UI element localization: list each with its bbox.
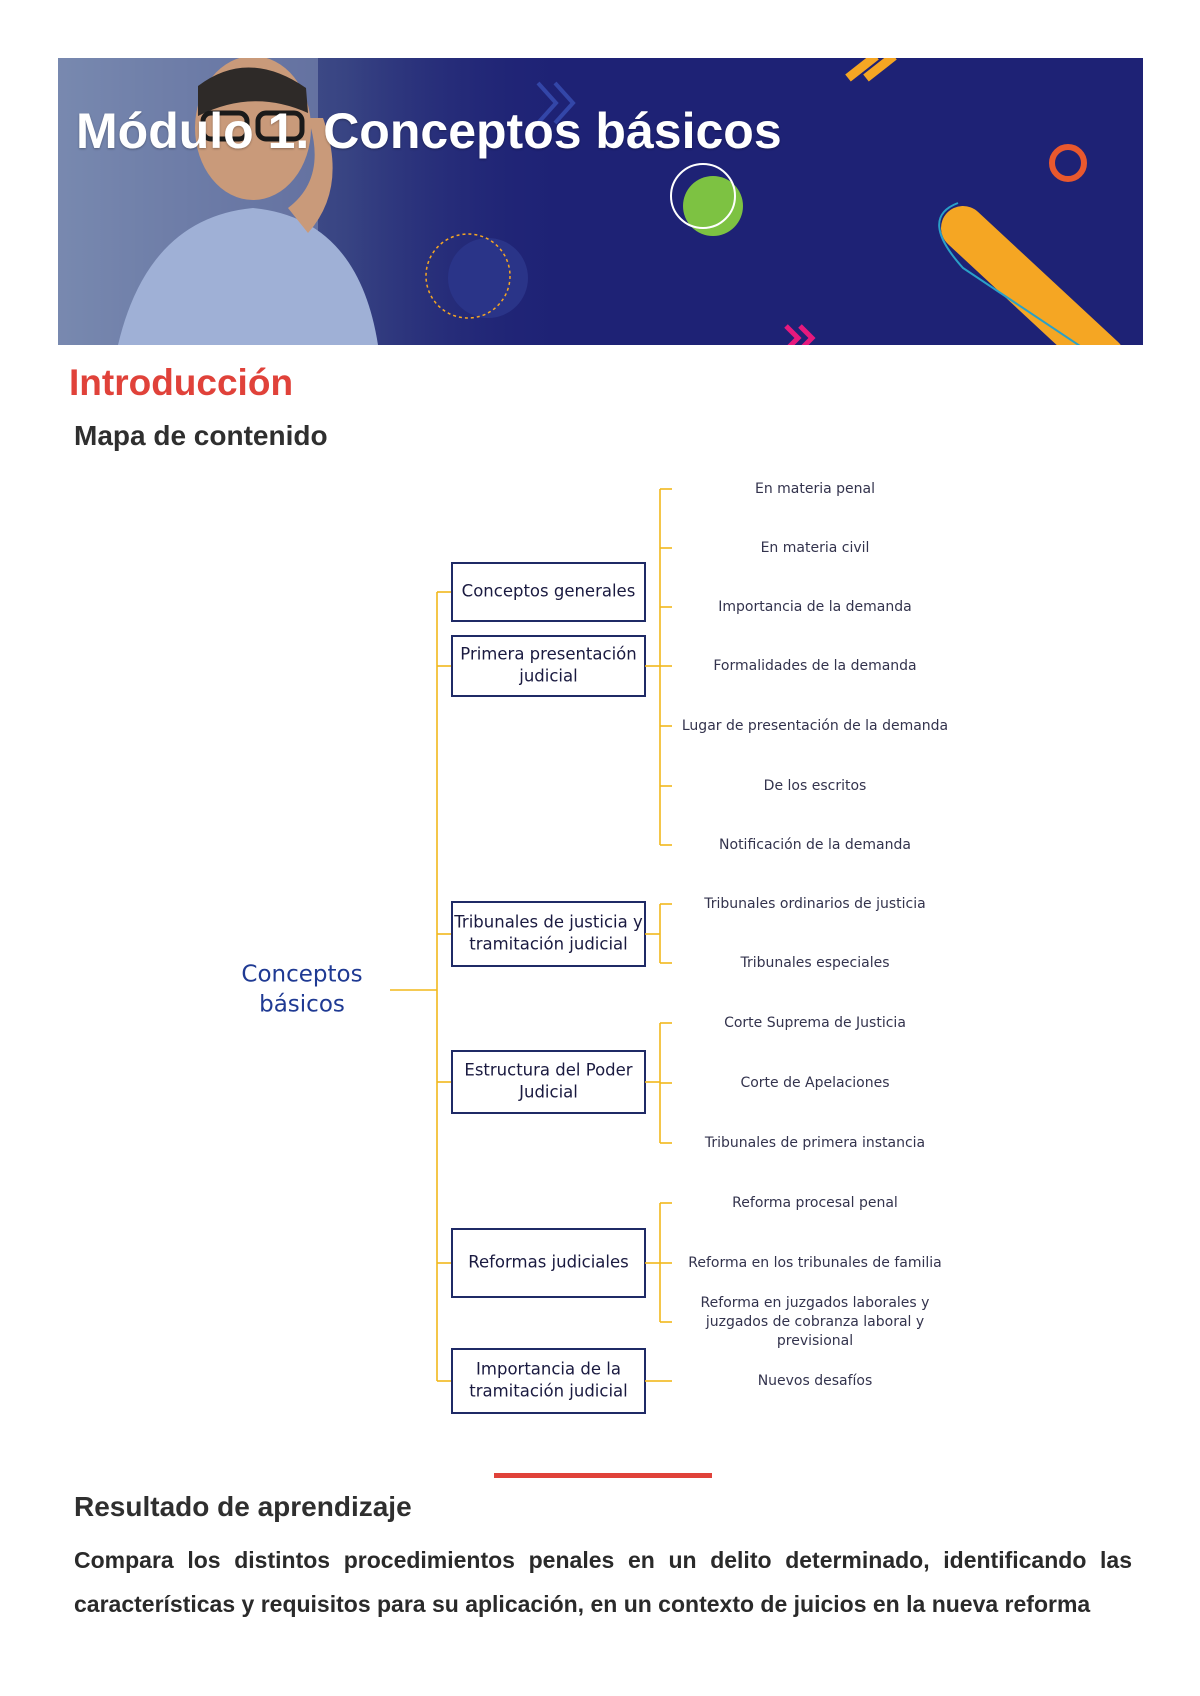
topic-box-label-line: Judicial <box>519 1082 578 1102</box>
section-divider <box>494 1473 712 1478</box>
subtopic-label <box>688 1255 941 1271</box>
subtopic-label-line: Tribunales ordinarios de justicia <box>704 896 926 912</box>
subtopic-label-line: Notificación de la demanda <box>719 837 911 853</box>
subtopic-label <box>740 955 890 971</box>
subtopic-label-line: Corte de Apelaciones <box>740 1075 890 1091</box>
result-text: Compara los distintos procedimientos penales en un delito determinado, identificando las características y requisitos para su aplicación, en un contexto de juicios en la nueva reforma <box>74 1547 1132 1617</box>
subtopic-label-line: Tribunales especiales <box>740 955 890 971</box>
subtopic-label-line: Nuevos desafíos <box>757 1373 873 1389</box>
intro-heading: Introducción <box>69 362 294 403</box>
topic-box-label-line: Reformas judiciales <box>468 1252 629 1272</box>
subtopic-label <box>764 778 867 794</box>
subtopic-label-line: Corte Suprema de Justicia <box>724 1015 906 1031</box>
root-node <box>241 962 362 1018</box>
subtopic-label-line: Reforma procesal penal <box>732 1195 898 1211</box>
root-node-line: básicos <box>259 991 345 1018</box>
module-title: Módulo 1. Conceptos básicos <box>76 103 782 159</box>
subtopic-label-line: De los escritos <box>763 778 867 794</box>
subtopic-label <box>682 718 948 734</box>
subtopic-label <box>718 599 911 615</box>
subtopic-label <box>704 1135 925 1151</box>
topic-box-label-line: Tribunales de justicia y <box>454 912 643 932</box>
map-heading: Mapa de contenido <box>74 420 328 451</box>
subtopic-label-line: Lugar de presentación de la demanda <box>681 718 949 734</box>
subtopic-label <box>701 1295 930 1349</box>
topic-box-label <box>468 1253 629 1272</box>
result-heading: Resultado de aprendizaje <box>74 1491 412 1522</box>
topic-box-label-line: Importancia de la <box>476 1359 621 1379</box>
topic-box-label-line: Conceptos generales <box>461 581 636 601</box>
subtopic-label-line: En materia penal <box>754 481 876 497</box>
subtopic-label <box>724 1015 906 1031</box>
subtopic-label-line: En materia civil <box>760 540 870 556</box>
subtopic-label <box>703 896 925 912</box>
subtopic-label <box>732 1195 898 1211</box>
topic-box-label <box>462 582 636 601</box>
subtopic-label <box>761 540 870 556</box>
subtopic-label-line: Reforma en juzgados laborales y <box>700 1295 930 1311</box>
topic-box-label-line: tramitación judicial <box>469 1381 628 1401</box>
subtopic-label-line: juzgados de cobranza laboral y <box>705 1314 925 1330</box>
topic-box-label-line: judicial <box>519 666 578 686</box>
topic-box-label-line: Estructura del Poder <box>464 1060 633 1080</box>
topic-box-label-line: Primera presentación <box>460 644 637 664</box>
topic-box-label-line: tramitación judicial <box>469 934 628 954</box>
subtopic-label <box>719 837 911 853</box>
root-node-line: Conceptos <box>241 961 363 988</box>
subtopic-label <box>755 481 875 497</box>
subtopic-label <box>713 658 916 674</box>
subtopic-label-line: Importancia de la demanda <box>718 599 912 615</box>
subtopic-label-line: Reforma en los tribunales de familia <box>688 1255 942 1271</box>
subtopic-label-line: Formalidades de la demanda <box>713 658 917 674</box>
subtopic-label <box>758 1373 873 1389</box>
subtopic-label <box>740 1075 889 1091</box>
subtopic-label-line: Tribunales de primera instancia <box>704 1135 926 1151</box>
subtopic-label-line: previsional <box>776 1333 854 1349</box>
